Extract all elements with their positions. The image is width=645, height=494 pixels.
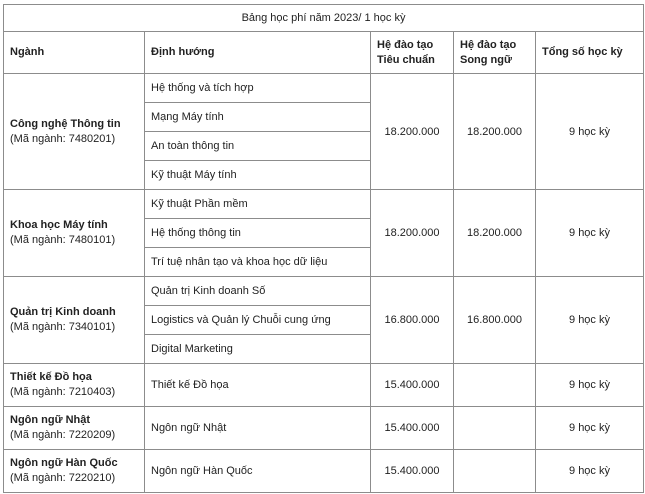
header-bilingual-line2: Song ngữ <box>460 53 512 66</box>
standard-fee: 18.200.000 <box>371 74 454 190</box>
orientation-cell: Mạng Máy tính <box>145 103 371 132</box>
orientation-cell: Hệ thống và tích hợp <box>145 74 371 103</box>
major-cell <box>4 74 145 190</box>
major-name: Quản trị Kinh doanh <box>10 306 116 318</box>
header-standard <box>371 32 454 74</box>
major-cell <box>4 450 145 493</box>
table-caption: Bảng học phí năm 2023/ 1 học kỳ <box>4 5 644 32</box>
bilingual-fee: 18.200.000 <box>454 74 536 190</box>
header-orientation: Định hướng <box>145 32 371 74</box>
major-cell <box>4 364 145 407</box>
major-cell <box>4 190 145 277</box>
header-row <box>4 32 644 74</box>
major-name: Ngôn ngữ Nhật <box>10 414 91 426</box>
semesters-cell: 9 học kỳ <box>536 450 644 493</box>
table-row <box>4 450 644 493</box>
semesters-cell: 9 học kỳ <box>536 74 644 190</box>
orientation-cell: Quản trị Kinh doanh Số <box>145 277 371 306</box>
standard-fee: 15.400.000 <box>371 364 454 407</box>
semesters-cell: 9 học kỳ <box>536 364 644 407</box>
semesters-cell: 9 học kỳ <box>536 277 644 364</box>
major-name: Khoa học Máy tính <box>10 219 108 231</box>
bilingual-fee <box>454 407 536 450</box>
orientation-cell: Ngôn ngữ Hàn Quốc <box>145 450 371 493</box>
header-standard-line1: Hệ đào tạo <box>377 38 434 51</box>
standard-fee: 18.200.000 <box>371 190 454 277</box>
standard-fee: 15.400.000 <box>371 450 454 493</box>
major-code: (Mã ngành: 7220209) <box>10 429 116 441</box>
major-code: (Mã ngành: 7480101) <box>10 234 116 246</box>
orientation-cell: Kỹ thuật Máy tính <box>145 161 371 190</box>
major-code: (Mã ngành: 7340101) <box>10 321 116 333</box>
orientation-cell: Ngôn ngữ Nhật <box>145 407 371 450</box>
table-row <box>4 364 644 407</box>
standard-fee: 15.400.000 <box>371 407 454 450</box>
semesters-cell: 9 học kỳ <box>536 190 644 277</box>
orientation-cell: An toàn thông tin <box>145 132 371 161</box>
orientation-cell: Logistics và Quản lý Chuỗi cung ứng <box>145 306 371 335</box>
major-name: Thiết kế Đồ họa <box>10 371 92 383</box>
orientation-cell: Digital Marketing <box>145 335 371 364</box>
header-bilingual <box>454 32 536 74</box>
table-row <box>4 190 644 219</box>
orientation-cell: Hệ thống thông tin <box>145 219 371 248</box>
major-code: (Mã ngành: 7220210) <box>10 472 116 484</box>
table-row <box>4 407 644 450</box>
header-standard-line2: Tiêu chuẩn <box>377 53 435 66</box>
table-row <box>4 277 644 306</box>
major-code: (Mã ngành: 7210403) <box>10 386 116 398</box>
header-major: Ngành <box>4 32 145 74</box>
orientation-cell: Trí tuệ nhân tạo và khoa học dữ liệu <box>145 248 371 277</box>
tuition-table <box>3 4 644 493</box>
orientation-cell: Thiết kế Đồ họa <box>145 364 371 407</box>
header-semesters: Tổng số học kỳ <box>536 32 644 74</box>
header-bilingual-line1: Hệ đào tạo <box>460 38 517 51</box>
major-code: (Mã ngành: 7480201) <box>10 132 116 145</box>
standard-fee: 16.800.000 <box>371 277 454 364</box>
semesters-cell: 9 học kỳ <box>536 407 644 450</box>
bilingual-fee: 16.800.000 <box>454 277 536 364</box>
major-name: Công nghệ Thông tin <box>10 117 121 130</box>
bilingual-fee: 18.200.000 <box>454 190 536 277</box>
bilingual-fee <box>454 450 536 493</box>
bilingual-fee <box>454 364 536 407</box>
major-cell <box>4 277 145 364</box>
major-name: Ngôn ngữ Hàn Quốc <box>10 457 118 469</box>
major-cell <box>4 407 145 450</box>
table-row <box>4 74 644 103</box>
orientation-cell: Kỹ thuật Phần mềm <box>145 190 371 219</box>
